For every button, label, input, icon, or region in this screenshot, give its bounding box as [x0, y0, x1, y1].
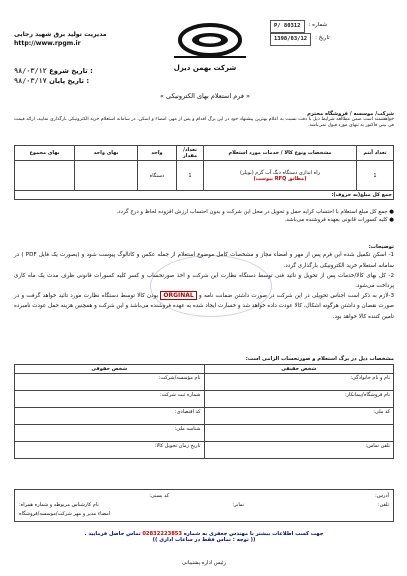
contact-phone: 02832223853 [142, 531, 183, 537]
item-description-note: (مطابق RFQ پیوست) [253, 175, 307, 182]
original-tag: ORGINAL [160, 291, 196, 300]
form-title: « فرم استعلام بهای الکترونیکی » [160, 92, 250, 100]
header-item-count: تعداد آیتم [357, 146, 394, 161]
vendor-info-table [14, 364, 394, 459]
item-description: راه اندازی دستگاه دیگ آب گرم (بویلر) [239, 169, 321, 176]
field-full-name[interactable]: نام و نام خانوادگی: [204, 374, 394, 391]
table-header-row [15, 146, 394, 161]
header-unit: واحد [138, 146, 177, 161]
table-row [15, 391, 394, 408]
header-description: مشخصات ونوع کالا / خدمات مورد استعلام [204, 146, 357, 161]
end-date-value: ۹۸/۰۳/۱۷ [14, 77, 47, 85]
start-date-label: تاریخ شروع : [49, 67, 93, 75]
brand-name: شرکت بهمن دیزل [173, 64, 237, 72]
note-item-3: 3-لازم به ذکر است اجناس تحویلی در این شرکت در صورت داشتن ضمانت نامه و ORGINAL بودن کالا توسط دستگاه نظارت مورد تائید خواهد گرفت و در صورت نقصان و داشتن هرگونه اشکال، کالا عودت داده خواهد شد و خسارت ایجاد شده به عهده فروشنده می‌باشد و این شرکت و همچنین هزینه حمل عودت نامبرده تامین کننده کالا خواهد بود. [14, 292, 395, 320]
notes-title: توضیحات: [368, 244, 394, 250]
table-header-row [15, 365, 394, 374]
document-meta [270, 20, 390, 46]
field-blank[interactable] [204, 425, 394, 442]
cell-quantity: 1 [177, 161, 204, 191]
document-date-label: تاریخ : [315, 35, 330, 41]
note-item-1: 1- اسکن تکمیل شده این فرم پس از مهر و امضاء مجاز و مشخصات کامل موضوع استعلام از جمله عکس و کاتالوگ پیوست شود و (بصورت یک فایل PDF ) در سامانه استعلام خرید الکترونیکی بارگذاری گردد. [14, 252, 394, 269]
intro-addressee: شرکت/ موسسه / فروشگاه محترم [307, 111, 394, 117]
field-registration-number[interactable]: شماره ثبت شرکت: [15, 391, 205, 408]
field-shop-name[interactable]: نام فروشگاه/پیمانکار: [204, 391, 394, 408]
company-website: http://www.rpgm.ir [14, 40, 81, 47]
field-phone[interactable]: تلفن تماس: [204, 442, 394, 459]
total-in-words-label[interactable]: جمع کل مبلغ(به حروف): [15, 191, 394, 200]
cell-description [204, 161, 357, 191]
table-row [15, 161, 394, 191]
intro-section [14, 111, 394, 129]
phone-label[interactable]: تلفن: [377, 502, 389, 508]
total-row [15, 191, 394, 200]
field-economic-code[interactable]: کد اقتصادی: [15, 408, 205, 425]
table-row [15, 425, 394, 442]
signature-stamp-label[interactable]: امضاء مدیر و مهر شرکت/موسسه/فروشگاه [19, 511, 111, 517]
contact-box [14, 489, 394, 522]
field-national-number[interactable]: شناسه ملی: [15, 425, 205, 442]
header-unit-price: بهای واحد [75, 146, 138, 161]
info-title: مشخصات ذیل در برگ استعلام و صورتحساب الزامی است: [245, 356, 394, 362]
inquiry-dates [14, 66, 134, 86]
field-company-name[interactable]: نام مؤسسه/شرکت: [15, 374, 205, 391]
contact-note [14, 531, 394, 544]
list-item: ● کلیه کسورات قانونی بعهده فروشنده می‌باشد. [284, 217, 394, 223]
table-row [15, 374, 394, 391]
list-item: ● جمع کل مبلغ استعلام با احتساب کرایه حمل و تحویل در محل این شرکت و بدون احتساب ارزش افزوده لحاظ و درج گردد. [116, 209, 394, 215]
contact-note-text-a: جهت کسب اطلاعات بیشتر با مهندس جعفری به شماره [183, 531, 324, 537]
signature-title: رئیس اداره پشتیبانی [182, 560, 226, 566]
document-date-value: 1398/03/12 [270, 33, 311, 46]
fax-label[interactable]: نمابر: [232, 502, 245, 508]
document-number-value: P/ 80312 [270, 20, 305, 33]
end-date-label: تاریخ پایان : [49, 77, 90, 85]
table-row [15, 442, 394, 459]
contact-note-text-b: تماس حاصل فرمایید . [84, 531, 141, 537]
document-number-label: شماره : [308, 22, 328, 28]
bahman-diesel-logo-icon [168, 22, 252, 62]
header-total-price: بهای مجموع [15, 146, 75, 161]
company-block [14, 30, 134, 48]
note-item-2: 2- کل بهای کالا/خدمات پس از تحویل و تائید فنی توسط دستگاه نظارت این شرکت و اخذ صورتحساب و کسر کلیه کسورات قانونی ظرف مدت یک ماه کاری پرداخت می‌شود. [14, 272, 394, 290]
address-label[interactable]: آدرس: [375, 493, 389, 499]
quotation-table [14, 145, 394, 200]
notes-section [14, 244, 394, 322]
terms-list [14, 208, 394, 224]
postal-code-label[interactable]: کد پستی: [149, 493, 169, 499]
header-real-person: شخص حقیقی [204, 365, 394, 374]
header-quantity: تعداد/ مقدار [177, 146, 204, 161]
office-hours-warning: (( توجه : تماس فقط در ساعات اداری )) [152, 537, 256, 544]
start-date-value: ۹۸/۰۳/۱۲ [14, 67, 47, 75]
cell-unit-price[interactable] [75, 161, 138, 191]
cell-total-price[interactable] [15, 161, 75, 191]
cell-unit: دستگاه [138, 161, 177, 191]
intro-text: خواهشمند است ضمن مطالعه شرایط ذیل با دقت نسبت به اعلام بهترین پیشنهاد خود در این برگ اقدام و پس از مهر، امضاء و اسکن، در سامانه استعلام خرید الکترونیکی بارگذاری نمایید، ارائه قیمت فی بینی فاکتور به تنهای مورد قبول نمی‌باشد. [14, 117, 394, 128]
company-name: مدیریت تولید برق شهید رجایی [14, 31, 107, 38]
cell-item-no: 1 [357, 161, 394, 191]
table-row [15, 408, 394, 425]
field-delivery-date[interactable]: تاریخ زمان تحویل کالا: [15, 442, 205, 459]
expert-name-label[interactable]: نام کارشناس مربوطه و شماره همراه: [19, 502, 99, 508]
header-legal-person: شخص حقوقی [15, 365, 205, 374]
field-national-id[interactable]: کد ملی: [204, 408, 394, 425]
